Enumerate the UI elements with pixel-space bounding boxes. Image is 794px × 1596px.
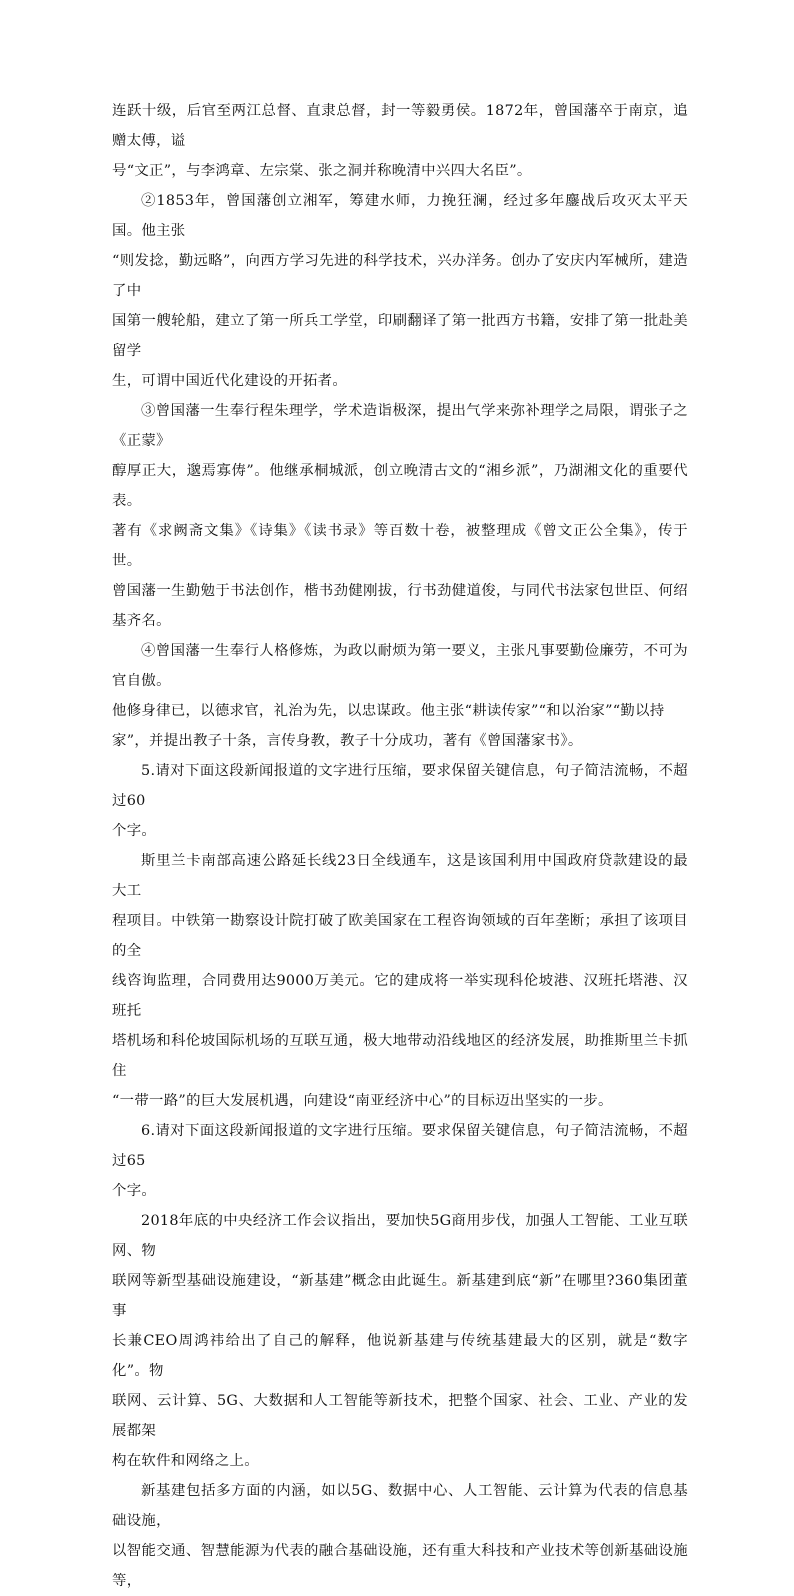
text-line: ③曾国藩一生奉行程朱理学，学术造诣极深，提出气学来弥补理学之局限，谓张子之《正蒙》 — [112, 403, 688, 449]
text-line: ②1853年，曾国藩创立湘军，筹建水师，力挽狂澜，经过多年鏖战后攻灭太平天国。他主张 — [112, 193, 688, 239]
text-line: 长兼CEO周鸿祎给出了自己的解释，他说新基建与传统基建最大的区别，就是“数字化”。物 — [112, 1333, 688, 1379]
paragraph — [112, 846, 688, 1116]
text-line: 塔机场和科伦坡国际机场的互联互通，极大地带动沿线地区的经济发展，助推斯里兰卡抓住 — [112, 1033, 688, 1079]
paragraph — [112, 636, 688, 756]
text-line: 线咨询监理，合同费用达9000万美元。它的建成将一举实现科伦坡港、汉班托塔港、汉班托 — [112, 973, 688, 1019]
text-line: “一带一路”的巨大发展机遇，向建设“南亚经济中心”的目标迈出坚实的一步。 — [112, 1093, 613, 1109]
text-line: 6.请对下面这段新闻报道的文字进行压缩。要求保留关键信息，句子简洁流畅，不超过65 — [112, 1123, 688, 1169]
text-line: “则发捻，勤远略”，向西方学习先进的科学技术，兴办洋务。创办了安庆内军械所，建造了中 — [112, 253, 688, 299]
paragraph — [112, 396, 688, 636]
text-line: 个字。 — [112, 1183, 157, 1199]
text-line: 国第一艘轮船，建立了第一所兵工学堂，印刷翻译了第一批西方书籍，安排了第一批赴美留学 — [112, 313, 688, 359]
text-line: 连跃十级，后官至两江总督、直隶总督，封一等毅勇侯。1872年，曾国藩卒于南京，追赠太傅，谥 — [112, 103, 688, 149]
text-line: 程项目。中铁第一勘察设计院打破了欧美国家在工程咨询领域的百年垄断；承担了该项目的全 — [112, 913, 688, 959]
paragraph — [112, 1206, 688, 1476]
text-line: 联网等新型基础设施建设，“新基建”概念由此诞生。新基建到底“新”在哪里?360集团董事 — [112, 1273, 688, 1319]
paragraph — [112, 756, 688, 846]
text-line: 号“文正”，与李鸿章、左宗棠、张之洞并称晚清中兴四大名臣”。 — [112, 163, 532, 179]
text-line: 新基建包括多方面的内涵，如以5G、数据中心、人工智能、云计算为代表的信息基础设施， — [112, 1483, 688, 1529]
text-line: 著有《求阙斋文集》《诗集》《读书录》等百数十卷，被整理成《曾文正公全集》，传于世。 — [112, 523, 688, 569]
text-line: 以智能交通、智慧能源为代表的融合基础设施，还有重大科技和产业技术等创新基础设施等， — [112, 1543, 688, 1589]
paragraph — [112, 186, 688, 396]
document-body — [112, 96, 688, 1596]
paragraph — [112, 96, 688, 186]
text-line: ④曾国藩一生奉行人格修炼，为政以耐烦为第一要义，主张凡事要勤俭廉劳，不可为官自傲。 — [112, 643, 688, 689]
text-line: 2018年底的中央经济工作会议指出，要加快5G商用步伐，加强人工智能、工业互联网、物 — [112, 1213, 688, 1259]
paragraph — [112, 1476, 688, 1596]
text-line: 5.请对下面这段新闻报道的文字进行压缩，要求保留关键信息，句子简洁流畅，不超过60 — [112, 763, 688, 809]
text-line: 个字。 — [112, 823, 157, 839]
text-line: 联网、云计算、5G、大数据和人工智能等新技术，把整个国家、社会、工业、产业的发展都架 — [112, 1393, 688, 1439]
text-line: 醇厚正大，邈焉寡俦”。他继承桐城派，创立晚清古文的“湘乡派”，乃湖湘文化的重要代表。 — [112, 463, 688, 509]
text-line: 斯里兰卡南部高速公路延长线23日全线通车，这是该国利用中国政府贷款建设的最大工 — [112, 853, 688, 899]
text-line: 生，可谓中国近代化建设的开拓者。 — [112, 373, 348, 389]
text-line: 曾国藩一生勤勉于书法创作，楷书劲健刚拔，行书劲健道俊，与同代书法家包世臣、何绍基齐名。 — [112, 583, 688, 629]
text-line: 构在软件和网络之上。 — [112, 1453, 259, 1469]
text-line: 他修身律已，以德求官，礼治为先，以忠谋政。他主张“耕读传家”“和以治家”“勤以持 — [112, 703, 665, 719]
paragraph — [112, 1116, 688, 1206]
text-line: 家”，并提出教子十条，言传身教，教子十分成功，著有《曾国藩家书》。 — [112, 733, 583, 749]
